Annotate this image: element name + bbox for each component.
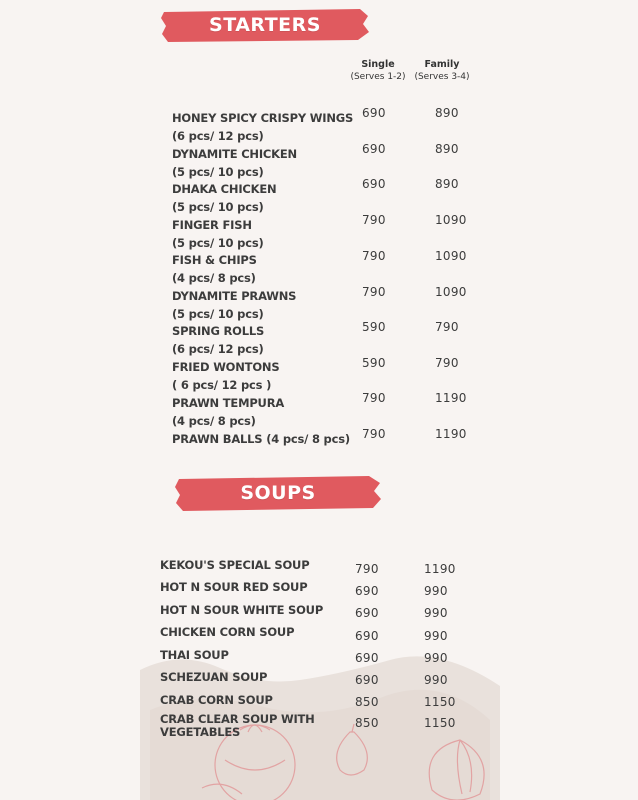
price-single: 690	[362, 106, 386, 120]
item-quantity: (6 pcs/ 12 pcs)	[172, 342, 264, 356]
list-item	[160, 668, 267, 686]
item-name: FISH & CHIPS	[172, 253, 257, 267]
item-name: DYNAMITE PRAWNS	[172, 289, 297, 303]
price-family: 1150	[424, 716, 456, 730]
price-family: 890	[435, 177, 459, 191]
price-family: 1150	[424, 695, 456, 709]
list-item	[172, 109, 353, 145]
column-header-family	[402, 58, 482, 84]
list-item	[172, 287, 296, 323]
price-single: 850	[355, 695, 379, 709]
list-item	[160, 623, 294, 641]
item-name: PRAWN BALLS (4 pcs/ 8 pcs)	[172, 432, 350, 446]
list-item	[160, 578, 307, 596]
list-item	[172, 216, 264, 252]
item-name: CRAB CLEAR SOUP WITH	[160, 712, 315, 726]
section-title-soups: SOUPS	[240, 482, 316, 504]
price-family: 1190	[424, 562, 456, 576]
item-quantity: (5 pcs/ 10 pcs)	[172, 307, 264, 321]
price-single: 590	[362, 320, 386, 334]
item-name: CHICKEN CORN SOUP	[160, 625, 295, 639]
price-single: 690	[355, 673, 379, 687]
item-name: HOT N SOUR RED SOUP	[160, 580, 308, 594]
list-item	[172, 251, 257, 287]
price-single: 690	[355, 629, 379, 643]
item-name: HONEY SPICY CRISPY WINGS	[172, 111, 354, 125]
price-single: 690	[355, 651, 379, 665]
price-single: 690	[355, 606, 379, 620]
price-family: 1190	[435, 427, 467, 441]
item-name: THAI SOUP	[160, 648, 229, 662]
price-family: 890	[435, 142, 459, 156]
list-item	[160, 713, 315, 739]
item-name: HOT N SOUR WHITE SOUP	[160, 603, 324, 617]
price-family: 990	[424, 673, 448, 687]
column-serves-single: (Serves 1-2)	[350, 72, 406, 82]
price-single: 690	[362, 142, 386, 156]
list-item	[160, 601, 323, 619]
list-item	[172, 180, 276, 216]
soups-banner	[173, 474, 383, 512]
item-name-line-2: VEGETABLES	[160, 725, 241, 739]
list-item	[160, 691, 273, 709]
section-title-starters: STARTERS	[209, 14, 321, 36]
item-name: FINGER FISH	[172, 218, 252, 232]
item-quantity: ( 6 pcs/ 12 pcs )	[172, 378, 272, 392]
price-family: 1090	[435, 285, 467, 299]
item-quantity: (4 pcs/ 8 pcs)	[172, 414, 256, 428]
column-label-family: Family	[424, 59, 460, 70]
price-family: 790	[435, 320, 459, 334]
item-name: CRAB CORN SOUP	[160, 693, 273, 707]
list-item	[172, 430, 350, 448]
list-item	[172, 394, 284, 430]
price-family: 990	[424, 606, 448, 620]
list-item	[172, 145, 297, 181]
price-family: 990	[424, 629, 448, 643]
price-family: 1090	[435, 213, 467, 227]
price-single: 590	[362, 356, 386, 370]
price-single: 850	[355, 716, 379, 730]
list-item	[172, 358, 279, 394]
item-name: SCHEZUAN SOUP	[160, 670, 268, 684]
item-name: DYNAMITE CHICKEN	[172, 147, 297, 161]
item-quantity: (5 pcs/ 10 pcs)	[172, 165, 264, 179]
column-label-single: Single	[361, 59, 395, 70]
item-name: SPRING ROLLS	[172, 324, 265, 338]
price-single: 790	[362, 427, 386, 441]
price-single: 790	[362, 249, 386, 263]
column-serves-family: (Serves 3-4)	[414, 72, 470, 82]
price-family: 1190	[435, 391, 467, 405]
price-single: 690	[362, 177, 386, 191]
item-quantity: (5 pcs/ 10 pcs)	[172, 200, 264, 214]
list-item	[172, 322, 264, 358]
item-quantity: (4 pcs/ 8 pcs)	[172, 271, 256, 285]
item-name: PRAWN TEMPURA	[172, 396, 285, 410]
price-single: 790	[362, 391, 386, 405]
price-family: 790	[435, 356, 459, 370]
item-name: FRIED WONTONS	[172, 360, 280, 374]
starters-banner	[160, 6, 370, 44]
item-quantity: (6 pcs/ 12 pcs)	[172, 129, 264, 143]
item-quantity: (5 pcs/ 10 pcs)	[172, 236, 264, 250]
price-single: 790	[355, 562, 379, 576]
list-item	[160, 646, 229, 664]
price-single: 790	[362, 285, 386, 299]
price-family: 990	[424, 584, 448, 598]
list-item	[160, 556, 309, 574]
item-name: DHAKA CHICKEN	[172, 182, 277, 196]
price-single: 790	[362, 213, 386, 227]
price-family: 990	[424, 651, 448, 665]
item-name: KEKOU'S SPECIAL SOUP	[160, 558, 310, 572]
price-single: 690	[355, 584, 379, 598]
price-family: 1090	[435, 249, 467, 263]
price-family: 890	[435, 106, 459, 120]
